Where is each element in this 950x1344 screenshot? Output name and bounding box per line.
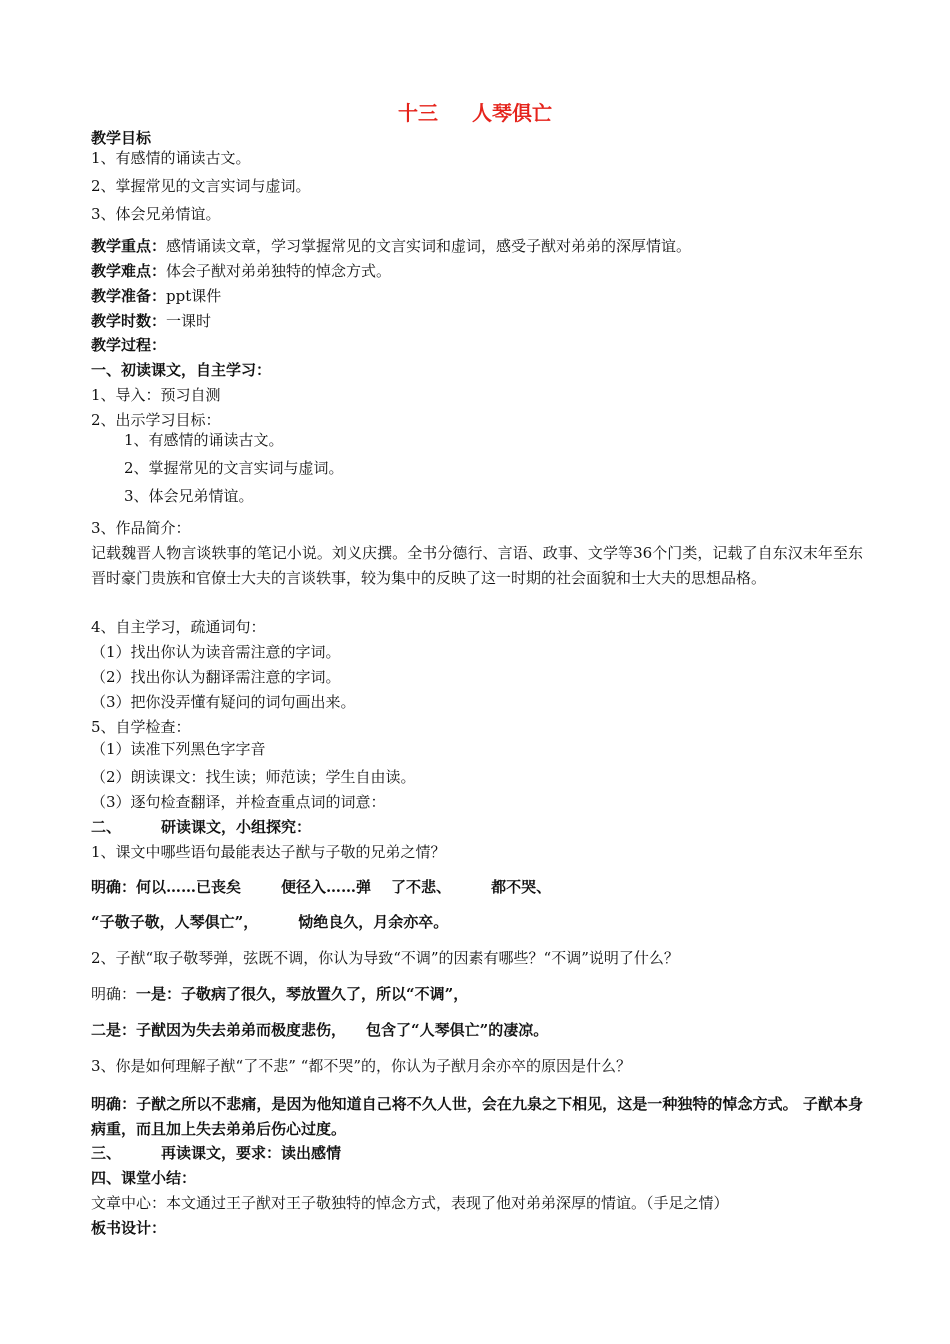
- part1-heading: 一、初读课文，自主学习：: [91, 361, 272, 379]
- answer-2-line2: [91, 1020, 548, 1040]
- question-2: 2、子猷“取子敬琴弹，弦既不调，你认为导致“不调”的因素有哪些？“不调”说明了什么？: [91, 949, 679, 967]
- part3-heading: [91, 1143, 341, 1163]
- answer-1: [91, 877, 551, 897]
- goal-item: 2、掌握常见的文言实词与虚词。: [91, 177, 311, 195]
- answer-label: 明确：: [91, 985, 137, 1003]
- teaching-hours-label: 教学时数：: [91, 312, 167, 330]
- part1-goal-item: 2、掌握常见的文言实词与虚词。: [124, 459, 344, 477]
- lesson-name: 人琴俱亡: [472, 101, 552, 125]
- answer-1-part: 何以……已丧矣: [136, 878, 242, 896]
- part3-heading-text: 再读课文，要求：读出感情: [161, 1144, 342, 1162]
- check-item: （3）逐句检查翻译，并检查重点词的词意：: [91, 793, 386, 811]
- study-heading: 4、自主学习，疏通词句：: [91, 618, 266, 636]
- study-item: （1）找出你认为读音需注意的字词。: [91, 643, 341, 661]
- part1-goal-item: 3、体会兄弟情谊。: [124, 487, 254, 505]
- part2-heading: [91, 817, 311, 837]
- goal-item: 3、体会兄弟情谊。: [91, 205, 221, 223]
- teaching-difficulty-text: 体会子猷对弟弟独特的悼念方式。: [166, 262, 392, 280]
- part1-intro: 1、导入：预习自测: [91, 386, 221, 404]
- teaching-key-text: 感情诵读文章，学习掌握常见的文言实词和虚词，感受子猷对弟弟的深厚情谊。: [166, 237, 692, 255]
- answer-2-text: 一是：子敬病了很久，琴放置久了，所以“不调”，: [136, 985, 469, 1003]
- teaching-key: [91, 236, 691, 256]
- part1-goal-item: 1、有感情的诵读古文。: [124, 431, 284, 449]
- part3-heading-num: 三、: [91, 1144, 122, 1162]
- answer-3: 明确：子猷之所以不悲痛，是因为他知道自己将不久人世，会在九泉之下相见，这是一种独特的悼念方式。 子猷本身病重，而且加上失去弟弟后伤心过度。: [91, 1095, 863, 1138]
- teaching-hours-text: 一课时: [166, 312, 212, 330]
- answer-1-quote: “子敬子敬，人琴俱亡”，: [91, 913, 259, 931]
- process-heading: 教学过程：: [91, 336, 167, 354]
- part2-heading-num: 二、: [91, 818, 122, 836]
- summary-text: 文章中心：本文通过王子猷对王子敬独特的悼念方式，表现了他对弟弟深厚的情谊。（手足之情）: [91, 1194, 729, 1212]
- teaching-prep-text: ppt课件: [166, 287, 222, 305]
- work-heading: 3、作品简介：: [91, 519, 191, 537]
- check-heading: 5、自学检查：: [91, 718, 191, 736]
- teaching-key-label: 教学重点：: [91, 237, 167, 255]
- answer-1-part: 了不悲、: [391, 878, 452, 896]
- answer-1-line2: [91, 912, 448, 932]
- teaching-prep: [91, 286, 221, 306]
- study-item: （2）找出你认为翻译需注意的字词。: [91, 668, 341, 686]
- part1-goals-heading: 2、出示学习目标：: [91, 411, 221, 429]
- teaching-prep-label: 教学准备：: [91, 287, 167, 305]
- answer-1-part: 便径入……弹: [281, 878, 372, 896]
- answer-2-text: 二是：子猷因为失去弟弟而极度悲伤，: [91, 1021, 347, 1039]
- study-item: （3）把你没弄懂有疑问的词句画出来。: [91, 693, 356, 711]
- board-design-heading: 板书设计：: [91, 1219, 167, 1237]
- check-item: （1）读准下列黑色字字音: [91, 740, 266, 758]
- lesson-number: 十三: [398, 101, 438, 125]
- part4-heading: 四、课堂小结：: [91, 1169, 197, 1187]
- answer-2-line1: [91, 984, 468, 1004]
- question-3: 3、你是如何理解子猷“了不悲” “都不哭”的，你认为子猷月余亦卒的原因是什么？: [91, 1057, 631, 1075]
- check-item: （2）朗读课文：找生读；师范读；学生自由读。: [91, 768, 416, 786]
- teaching-difficulty-label: 教学难点：: [91, 262, 167, 280]
- answer-label: 明确：: [91, 878, 137, 896]
- teaching-difficulty: [91, 261, 391, 281]
- answer-1-part: 都不哭、: [491, 878, 552, 896]
- goals-heading: 教学目标: [91, 129, 152, 147]
- work-intro-paragraph: 记载魏晋人物言谈轶事的笔记小说。刘义庆撰。全书分德行、言语、政事、文学等36个门类，记载了自东汉末年至东晋时豪门贵族和官僚士大夫的言谈轶事，较为集中的反映了这一时期的社会面貌和士大夫的思想品格。: [91, 544, 863, 587]
- part2-heading-text: 研读课文，小组探究：: [161, 818, 312, 836]
- teaching-hours: [91, 311, 211, 331]
- goal-item: 1、有感情的诵读古文。: [91, 149, 251, 167]
- question-1: 1、课文中哪些语句最能表达子猷与子敬的兄弟之情？: [91, 843, 446, 861]
- page-title: [0, 100, 950, 126]
- answer-2-text: 包含了“人琴俱亡”的凄凉。: [366, 1021, 549, 1039]
- answer-1-quote: 恸绝良久，月余亦卒。: [298, 913, 449, 931]
